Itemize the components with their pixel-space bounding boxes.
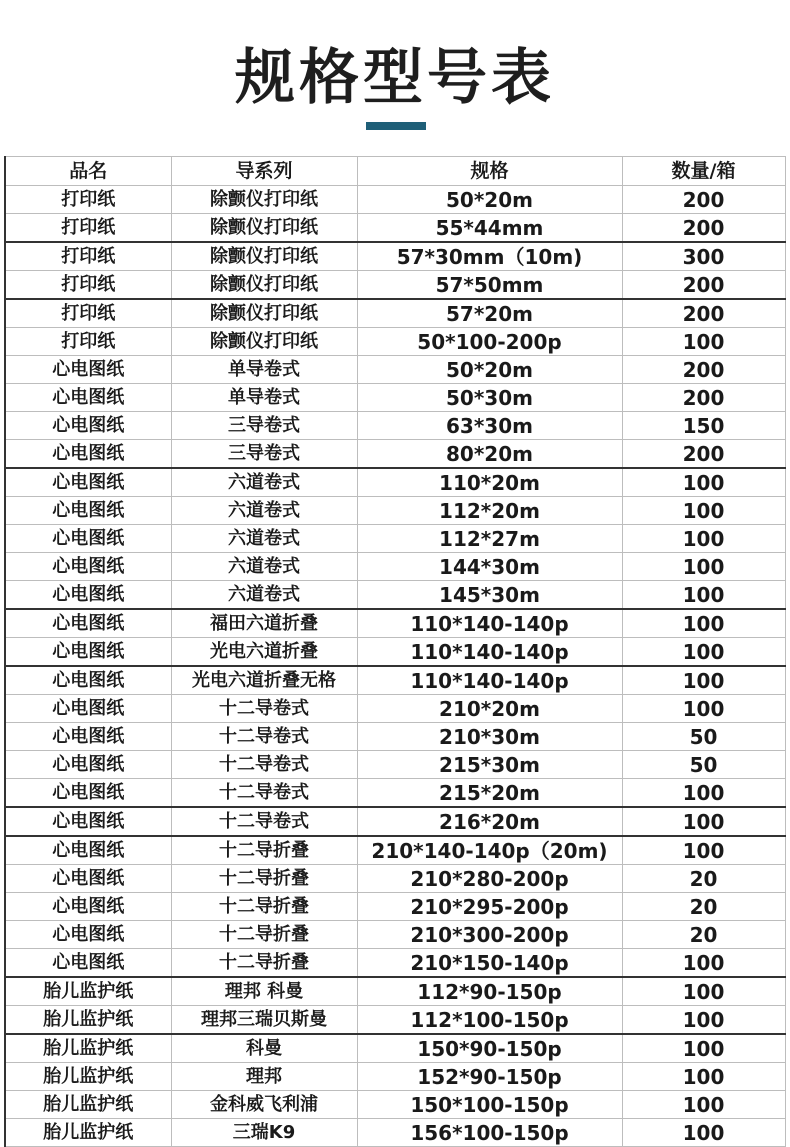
cell-series: 六道卷式 [171,525,357,553]
cell-series: 理邦 科曼 [171,977,357,1006]
table-row [5,949,785,978]
cell-quantity: 100 [622,638,785,667]
cell-quantity: 300 [622,242,785,271]
cell-product-name: 心电图纸 [5,356,171,384]
cell-series: 十二导折叠 [171,921,357,949]
cell-spec: 210*300-200p [357,921,622,949]
header-quantity: 数量/箱 [622,157,785,186]
cell-spec: 152*90-150p [357,1063,622,1091]
spec-table [4,156,786,1147]
cell-series: 科曼 [171,1034,357,1063]
table-row [5,328,785,356]
table-row [5,242,785,271]
cell-spec: 80*20m [357,440,622,469]
cell-quantity: 100 [622,468,785,497]
cell-product-name: 心电图纸 [5,525,171,553]
cell-quantity: 200 [622,440,785,469]
cell-series: 光电六道折叠 [171,638,357,667]
cell-spec: 112*20m [357,497,622,525]
table-row [5,1034,785,1063]
cell-spec: 112*100-150p [357,1006,622,1035]
cell-spec: 55*44mm [357,214,622,243]
cell-product-name: 心电图纸 [5,412,171,440]
table-row [5,581,785,610]
cell-quantity: 100 [622,695,785,723]
cell-product-name: 心电图纸 [5,779,171,808]
table-body [5,186,785,1147]
cell-series: 除颤仪打印纸 [171,214,357,243]
table-row [5,214,785,243]
cell-series: 十二导卷式 [171,807,357,836]
table-row [5,553,785,581]
cell-product-name: 打印纸 [5,186,171,214]
table-row [5,1119,785,1147]
cell-spec: 216*20m [357,807,622,836]
cell-quantity: 100 [622,609,785,638]
cell-product-name: 心电图纸 [5,468,171,497]
cell-product-name: 心电图纸 [5,497,171,525]
cell-series: 单导卷式 [171,356,357,384]
table-row [5,638,785,667]
table-row [5,1006,785,1035]
cell-product-name: 心电图纸 [5,921,171,949]
cell-spec: 50*30m [357,384,622,412]
cell-product-name: 打印纸 [5,214,171,243]
cell-quantity: 100 [622,1006,785,1035]
cell-quantity: 100 [622,1091,785,1119]
cell-spec: 215*20m [357,779,622,808]
cell-quantity: 100 [622,1063,785,1091]
cell-series: 三瑞K9 [171,1119,357,1147]
table-row [5,977,785,1006]
cell-quantity: 20 [622,921,785,949]
cell-quantity: 200 [622,214,785,243]
table-row [5,921,785,949]
cell-product-name: 心电图纸 [5,638,171,667]
cell-quantity: 100 [622,581,785,610]
cell-product-name: 胎儿监护纸 [5,1119,171,1147]
title-underline [366,122,426,130]
cell-product-name: 胎儿监护纸 [5,977,171,1006]
table-row [5,412,785,440]
cell-spec: 63*30m [357,412,622,440]
cell-product-name: 心电图纸 [5,581,171,610]
cell-quantity: 100 [622,836,785,865]
cell-quantity: 200 [622,271,785,300]
cell-quantity: 100 [622,1034,785,1063]
page-title: 规格型号表 [235,43,555,113]
cell-spec: 50*20m [357,356,622,384]
cell-series: 单导卷式 [171,384,357,412]
cell-product-name: 胎儿监护纸 [5,1091,171,1119]
cell-product-name: 心电图纸 [5,609,171,638]
cell-series: 三导卷式 [171,412,357,440]
cell-quantity: 100 [622,949,785,978]
cell-spec: 110*20m [357,468,622,497]
table-row [5,186,785,214]
table-row [5,1091,785,1119]
cell-quantity: 50 [622,723,785,751]
cell-spec: 210*295-200p [357,893,622,921]
table-row [5,666,785,695]
cell-quantity: 200 [622,356,785,384]
cell-quantity: 100 [622,779,785,808]
table-row [5,779,785,808]
cell-product-name: 心电图纸 [5,893,171,921]
cell-spec: 210*30m [357,723,622,751]
cell-spec: 210*150-140p [357,949,622,978]
cell-quantity: 50 [622,751,785,779]
cell-spec: 210*140-140p（20m) [357,836,622,865]
header-product-name: 品名 [5,157,171,186]
cell-spec: 110*140-140p [357,666,622,695]
header-series: 导系列 [171,157,357,186]
header-spec: 规格 [357,157,622,186]
cell-series: 十二导折叠 [171,836,357,865]
table-row [5,271,785,300]
cell-series: 六道卷式 [171,581,357,610]
cell-series: 金科威飞利浦 [171,1091,357,1119]
cell-spec: 57*20m [357,299,622,328]
cell-spec: 50*100-200p [357,328,622,356]
table-row [5,751,785,779]
cell-series: 除颤仪打印纸 [171,271,357,300]
cell-spec: 156*100-150p [357,1119,622,1147]
table-row [5,497,785,525]
table-header-row [5,157,785,186]
cell-series: 六道卷式 [171,553,357,581]
table-row [5,468,785,497]
cell-product-name: 打印纸 [5,328,171,356]
cell-spec: 112*90-150p [357,977,622,1006]
cell-quantity: 100 [622,553,785,581]
cell-spec: 150*90-150p [357,1034,622,1063]
cell-quantity: 100 [622,525,785,553]
cell-quantity: 100 [622,1119,785,1147]
cell-spec: 112*27m [357,525,622,553]
cell-product-name: 打印纸 [5,299,171,328]
cell-quantity: 200 [622,299,785,328]
cell-product-name: 心电图纸 [5,384,171,412]
cell-product-name: 心电图纸 [5,553,171,581]
table-row [5,807,785,836]
cell-series: 除颤仪打印纸 [171,242,357,271]
cell-series: 理邦三瑞贝斯曼 [171,1006,357,1035]
cell-series: 十二导折叠 [171,949,357,978]
cell-series: 十二导卷式 [171,695,357,723]
cell-product-name: 心电图纸 [5,666,171,695]
table-row [5,299,785,328]
cell-series: 三导卷式 [171,440,357,469]
cell-spec: 110*140-140p [357,609,622,638]
cell-quantity: 20 [622,865,785,893]
cell-product-name: 打印纸 [5,242,171,271]
cell-series: 六道卷式 [171,497,357,525]
cell-spec: 215*30m [357,751,622,779]
cell-product-name: 心电图纸 [5,949,171,978]
cell-quantity: 200 [622,186,785,214]
cell-quantity: 150 [622,412,785,440]
table-row [5,723,785,751]
cell-product-name: 胎儿监护纸 [5,1034,171,1063]
cell-series: 除颤仪打印纸 [171,299,357,328]
cell-series: 福田六道折叠 [171,609,357,638]
cell-spec: 145*30m [357,581,622,610]
cell-quantity: 100 [622,328,785,356]
cell-product-name: 心电图纸 [5,865,171,893]
table-row [5,1063,785,1091]
cell-series: 十二导折叠 [171,865,357,893]
cell-spec: 210*280-200p [357,865,622,893]
cell-spec: 57*50mm [357,271,622,300]
cell-series: 光电六道折叠无格 [171,666,357,695]
table-row [5,440,785,469]
cell-series: 除颤仪打印纸 [171,328,357,356]
cell-series: 十二导卷式 [171,751,357,779]
cell-quantity: 200 [622,384,785,412]
cell-spec: 144*30m [357,553,622,581]
cell-spec: 110*140-140p [357,638,622,667]
cell-product-name: 心电图纸 [5,695,171,723]
cell-product-name: 心电图纸 [5,751,171,779]
table-row [5,695,785,723]
cell-product-name: 胎儿监护纸 [5,1063,171,1091]
cell-series: 十二导折叠 [171,893,357,921]
cell-series: 十二导卷式 [171,723,357,751]
cell-series: 理邦 [171,1063,357,1091]
table-row [5,384,785,412]
table-row [5,525,785,553]
cell-quantity: 100 [622,497,785,525]
cell-quantity: 100 [622,977,785,1006]
table-row [5,356,785,384]
cell-series: 除颤仪打印纸 [171,186,357,214]
spec-table-container [4,156,784,1147]
cell-product-name: 心电图纸 [5,807,171,836]
table-row [5,836,785,865]
cell-series: 十二导卷式 [171,779,357,808]
table-row [5,865,785,893]
cell-product-name: 心电图纸 [5,440,171,469]
cell-product-name: 心电图纸 [5,723,171,751]
cell-product-name: 打印纸 [5,271,171,300]
table-row [5,893,785,921]
table-row [5,609,785,638]
cell-product-name: 心电图纸 [5,836,171,865]
cell-product-name: 胎儿监护纸 [5,1006,171,1035]
cell-quantity: 20 [622,893,785,921]
cell-quantity: 100 [622,807,785,836]
cell-quantity: 100 [622,666,785,695]
cell-spec: 150*100-150p [357,1091,622,1119]
cell-spec: 57*30mm（10m) [357,242,622,271]
cell-series: 六道卷式 [171,468,357,497]
cell-spec: 210*20m [357,695,622,723]
cell-spec: 50*20m [357,186,622,214]
